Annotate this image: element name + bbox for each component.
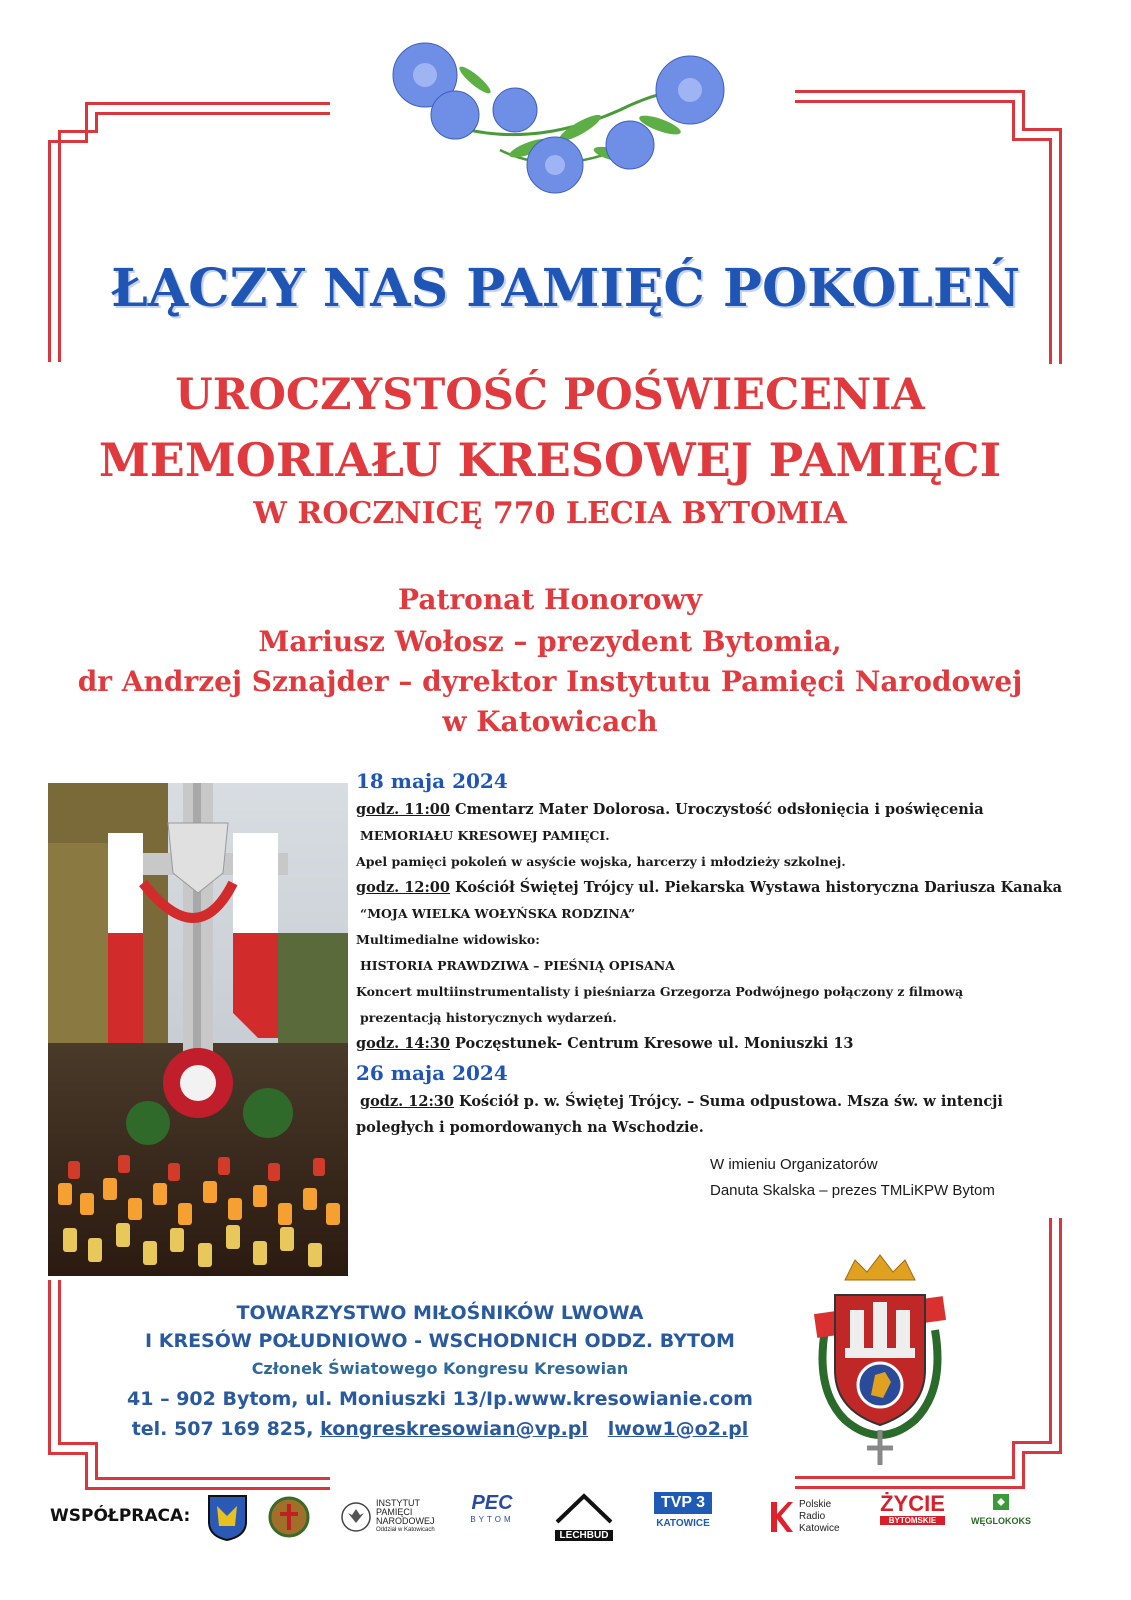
- bytom-coat-of-arms: [805, 1250, 955, 1470]
- zycie-bytomskie-logo: ŻYCIE BYTOMSKIE: [880, 1491, 945, 1525]
- organization-name-line2: I KRESÓW POŁUDNIOWO - WSCHODNICH ODDZ. BYTOM: [145, 1330, 735, 1352]
- signature-line: W imieniu Organizatorów: [710, 1156, 878, 1173]
- main-title: ŁĄCZY NAS PAMIĘĆ POKOLEŃ: [110, 258, 1021, 319]
- program-time: godz. 12:30: [360, 1093, 454, 1110]
- program-entry: godz. 12:30 Kościół p. w. Świętej Trójcy. – Suma odpustowa. Msza św. w intencji: [356, 1089, 1076, 1115]
- event-title-line3: W ROCZNICĘ 770 LECIA BYTOMIA: [253, 496, 847, 531]
- program-entry-line: “MOJA WIELKA WOŁYŃSKA RODZINA”: [360, 906, 636, 921]
- program-entry: godz. 11:00 Cmentarz Mater Dolorosa. Uroczystość odsłonięcia i poświęcenia: [356, 801, 984, 818]
- weglokoks-logo: WĘGLOKOKS: [970, 1492, 1032, 1542]
- event-title-line2: MEMORIAŁU KRESOWEJ PAMIĘCI: [98, 433, 1002, 487]
- ipn-logo: INSTYTUT PAMIĘCI NARODOWEJ Oddział w Katowicach: [340, 1492, 440, 1542]
- organization-address: 41 – 902 Bytom, ul. Moniuszki 13/Ip.www.kresowianie.com: [127, 1388, 753, 1410]
- lechbud-logo: LECHBUD: [555, 1492, 613, 1542]
- email-link[interactable]: kongreskresowian@vp.pl: [320, 1418, 588, 1440]
- weglokoks-emblem-icon: [991, 1492, 1011, 1512]
- tvp3-logo: TVP 3 KATOWICE: [648, 1492, 718, 1542]
- silesia-coat-icon: [205, 1492, 250, 1542]
- program-entry-line: prezentacją historycznych wydarzeń.: [360, 1010, 617, 1025]
- regional-emblem-icon: [268, 1492, 310, 1542]
- flax-flowers-illustration: [380, 30, 740, 200]
- program-entry: godz. 12:00 Kościół Świętej Trójcy ul. Piekarska Wystawa historyczna Dariusza Kanaka: [356, 879, 1062, 896]
- program-entry-line: HISTORIA PRAWDZIWA – PIEŚNIĄ OPISANA: [360, 958, 675, 973]
- program-time: godz. 11:00: [356, 801, 450, 818]
- email-link[interactable]: lwow1@o2.pl: [607, 1418, 749, 1440]
- program-entry-line: poległych i pomordowanych na Wschodzie.: [356, 1119, 704, 1136]
- program-entry-line: Apel pamięci pokoleń w asyście wojska, harcerzy i młodzieży szkolnej.: [356, 854, 846, 869]
- program-date: 26 maja 2024: [356, 1061, 508, 1085]
- eagle-icon: [340, 1501, 372, 1533]
- program-entry-line: MEMORIAŁU KRESOWEJ PAMIĘCI.: [360, 828, 610, 843]
- program-entry-line: Multimedialne widowisko:: [356, 932, 540, 947]
- patronage-line: Mariusz Wołosz – prezydent Bytomia,: [258, 625, 842, 658]
- cooperation-label: WSPÓŁPRACA:: [50, 1506, 191, 1526]
- organization-membership: Członek Światowego Kongresu Kresowian: [251, 1359, 629, 1378]
- patronage-heading: Patronat Honorowy: [398, 583, 702, 616]
- patronage-line: dr Andrzej Sznajder – dyrektor Instytutu Pamięci Narodowej: [77, 665, 1023, 698]
- program-entry: godz. 14:30 Poczęstunek- Centrum Kresowe ul. Moniuszki 13: [356, 1035, 854, 1052]
- program-entry-line: Koncert multiinstrumentalisty i pieśniarza Grzegorza Podwójnego połączony z filmową: [356, 984, 964, 999]
- event-program: [356, 765, 1076, 1141]
- organization-name-line1: TOWARZYSTWO MIŁOŚNIKÓW LWOWA: [236, 1302, 644, 1324]
- polskie-radio-katowice-logo: Polskie Radio Katowice: [768, 1492, 863, 1542]
- program-time: godz. 12:00: [356, 879, 450, 896]
- radio-k-icon: [768, 1499, 794, 1535]
- signature-name: Danuta Skalska – prezes TMLiKPW Bytom: [710, 1182, 995, 1199]
- patronage-line: w Katowicach: [442, 705, 658, 738]
- pec-logo: PEC BYTOM: [470, 1492, 514, 1524]
- organization-contact: tel. 507 169 825, kongreskresowian@vp.pl lwow1@o2.pl: [131, 1418, 749, 1440]
- program-date: 18 maja 2024: [356, 769, 508, 793]
- memorial-photo: [48, 783, 348, 1276]
- roof-icon: [555, 1492, 613, 1526]
- event-title-line1: UROCZYSTOŚĆ POŚWIECENIA: [175, 370, 925, 420]
- program-time: godz. 14:30: [356, 1035, 450, 1052]
